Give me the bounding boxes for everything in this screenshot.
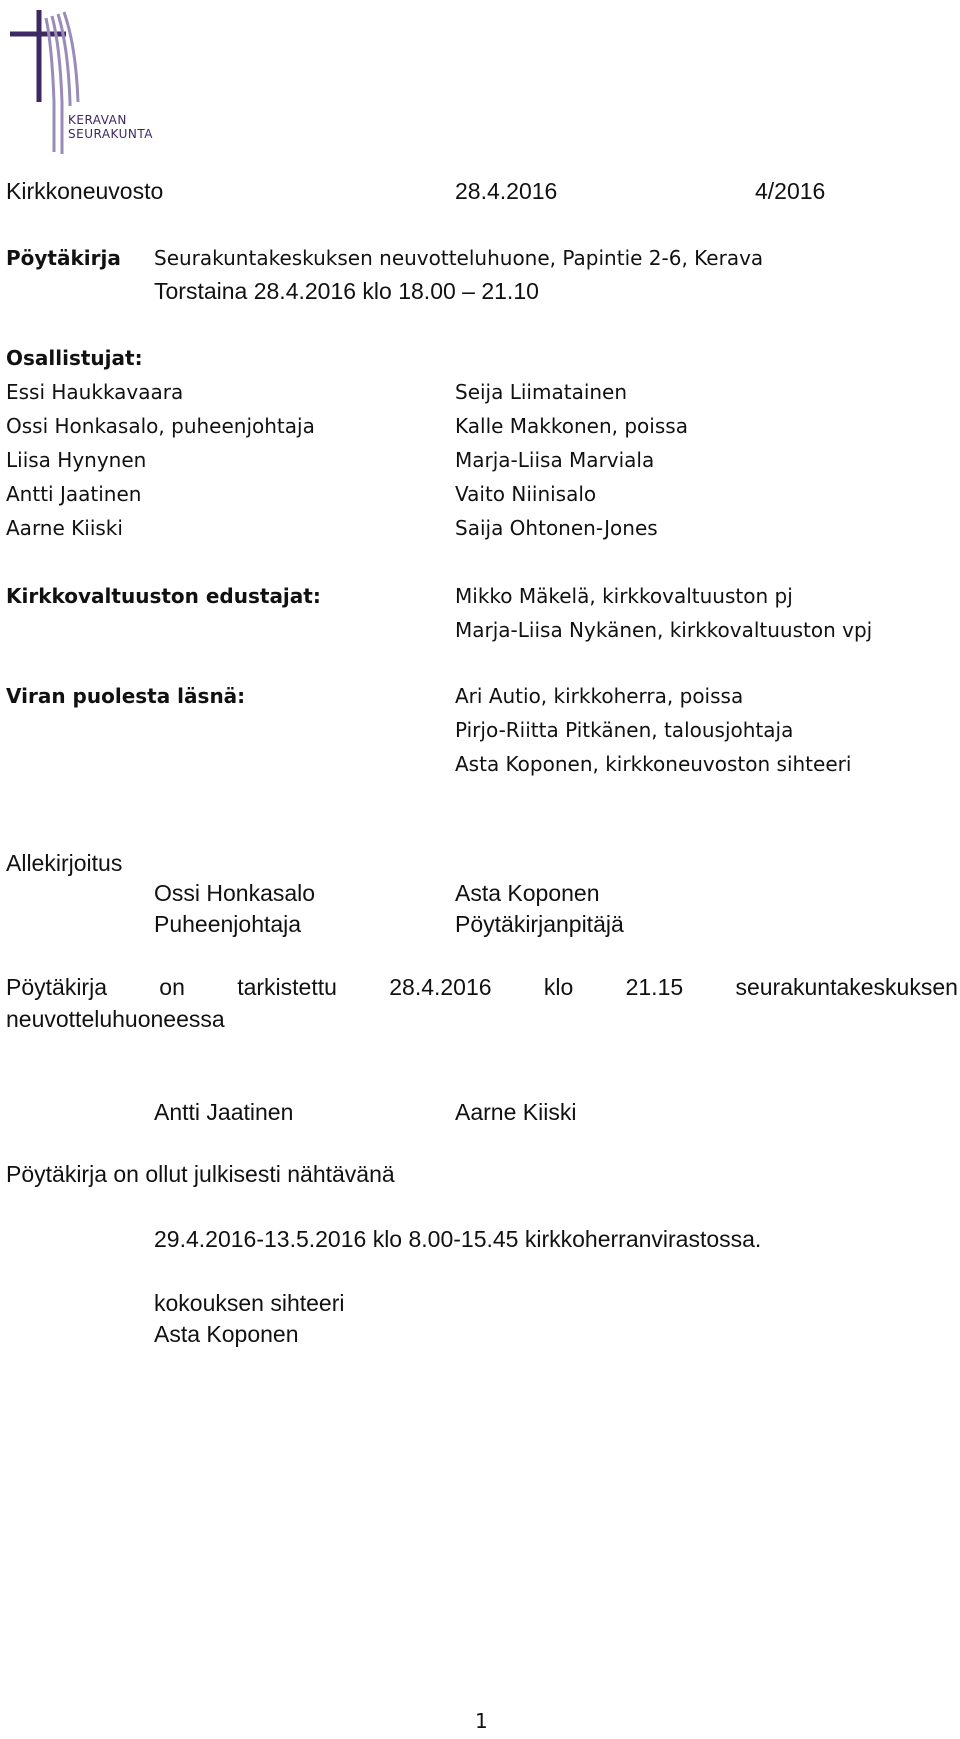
checker-left: Antti Jaatinen xyxy=(154,1099,294,1125)
participant-right-5: Saija Ohtonen-Jones xyxy=(455,516,658,540)
participant-left-2: Ossi Honkasalo, puheenjohtaja xyxy=(6,414,315,438)
checked-line2: neuvotteluhuoneessa xyxy=(6,1006,225,1032)
participant-left-3: Liisa Hynynen xyxy=(6,448,147,472)
ex-officio-1: Ari Autio, kirkkoherra, poissa xyxy=(455,684,744,708)
participant-right-1: Seija Liimatainen xyxy=(455,380,628,404)
council-rep-2: Marja-Liisa Nykänen, kirkkovaltuuston vpj xyxy=(455,618,873,642)
ex-officio-heading: Viran puolesta läsnä: xyxy=(6,684,246,708)
signature-right-name: Asta Koponen xyxy=(455,880,600,906)
logo-text-line2: SEURAKUNTA xyxy=(68,127,153,141)
participant-right-2: Kalle Makkonen, poissa xyxy=(455,414,688,438)
page-number: 1 xyxy=(475,1709,488,1733)
meeting-place: Seurakuntakeskuksen neuvotteluhuone, Papintie 2-6, Kerava xyxy=(154,246,764,270)
checked-word-5: klo xyxy=(543,974,574,1000)
meeting-time: Torstaina 28.4.2016 klo 18.00 – 21.10 xyxy=(154,278,539,304)
checked-word-3: tarkistettu xyxy=(237,974,337,1000)
checked-word-1: Pöytäkirja xyxy=(6,974,107,1000)
checked-word-2: on xyxy=(159,974,185,1000)
signature-right-role: Pöytäkirjanpitäjä xyxy=(455,911,624,937)
public-sign-name: Asta Koponen xyxy=(154,1321,299,1347)
participant-right-4: Vaito Niinisalo xyxy=(455,482,597,506)
signature-left-role: Puheenjohtaja xyxy=(154,911,302,937)
participant-right-3: Marja-Liisa Marviala xyxy=(455,448,655,472)
participant-left-1: Essi Haukkavaara xyxy=(6,380,184,404)
meeting-label: Pöytäkirja xyxy=(6,246,121,270)
ex-officio-3: Asta Koponen, kirkkoneuvoston sihteeri xyxy=(455,752,852,776)
cross-logo-icon xyxy=(6,6,166,166)
signature-left-name: Ossi Honkasalo xyxy=(154,880,316,906)
signature-heading: Allekirjoitus xyxy=(6,850,123,876)
keravan-seurakunta-logo xyxy=(6,6,166,166)
public-sign-role: kokouksen sihteeri xyxy=(154,1290,345,1316)
header-number: 4/2016 xyxy=(755,178,826,204)
checker-right: Aarne Kiiski xyxy=(455,1099,577,1125)
ex-officio-2: Pirjo-Riitta Pitkänen, talousjohtaja xyxy=(455,718,794,742)
header-date: 28.4.2016 xyxy=(455,178,558,204)
council-rep-1: Mikko Mäkelä, kirkkovaltuuston pj xyxy=(455,584,793,608)
checked-word-7: seurakuntakeskuksen xyxy=(735,974,958,1000)
participant-left-4: Antti Jaatinen xyxy=(6,482,142,506)
checked-statement xyxy=(6,974,958,1001)
checked-word-4: 28.4.2016 xyxy=(389,974,492,1000)
header-body: Kirkkoneuvosto xyxy=(6,178,164,204)
public-period: 29.4.2016-13.5.2016 klo 8.00-15.45 kirkkoherranvirastossa. xyxy=(154,1226,762,1252)
participants-heading: Osallistujat: xyxy=(6,346,143,370)
council-reps-heading: Kirkkovaltuuston edustajat: xyxy=(6,584,321,608)
public-heading: Pöytäkirja on ollut julkisesti nähtävänä xyxy=(6,1161,395,1187)
logo-text-line1: KERAVAN xyxy=(68,113,127,127)
participant-left-5: Aarne Kiiski xyxy=(6,516,123,540)
checked-word-6: 21.15 xyxy=(625,974,684,1000)
